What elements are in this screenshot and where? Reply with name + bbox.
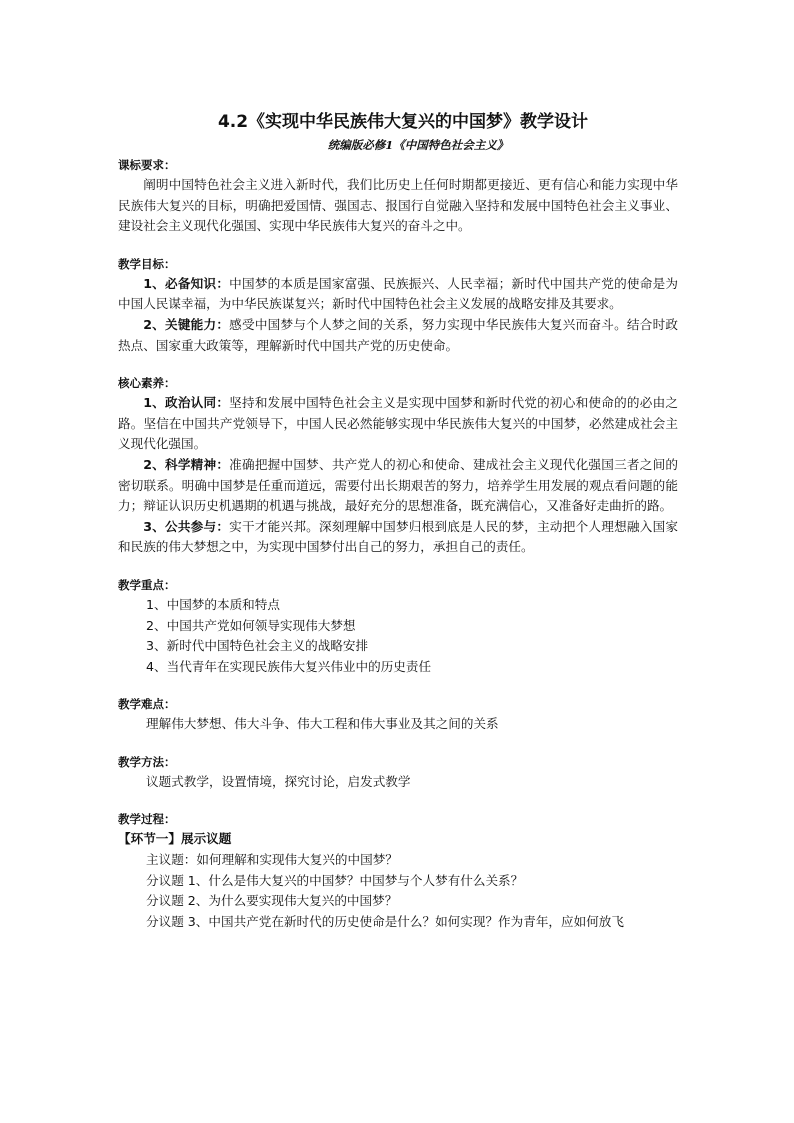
document-title: 4.2《实现中华民族伟大复兴的中国梦》教学设计: [217, 112, 589, 132]
process-topic: 主议题：如何理解和实现伟大复兴的中国梦？: [146, 852, 398, 868]
standards-text: 阐明中国特色社会主义进入新时代，我们比历史上任何时期都更接近、更有信心和能力实现中华民族伟大复兴的目标，明确把爱国情、强国志、报国行自觉融入坚持和发展中国特色社会主义事业、建设社会主义现代化强国、实现中华民族伟大复兴的奋斗之中。: [118, 177, 678, 234]
objective-label: 2、关键能力：: [143, 316, 230, 332]
objective-item: [118, 274, 678, 315]
difficulties-text: 理解伟大梦想、伟大斗争、伟大工程和伟大事业及其之间的关系: [146, 716, 499, 732]
key-points-heading: 教学重点：: [118, 577, 176, 592]
literacy-label: 3、公共参与：: [143, 518, 230, 534]
process-stage-title: 【环节一】展示议题: [118, 831, 232, 847]
standards-heading: 课标要求：: [118, 158, 176, 172]
process-topic: 分议题 1、什么是伟大复兴的中国梦？中国梦与个人梦有什么关系？: [146, 872, 524, 888]
process-heading: 教学过程：: [118, 812, 176, 827]
literacy-item: [118, 517, 678, 558]
process-topic: 分议题 3、中国共产党在新时代的历史使命是什么？如何实现？作为青年，应如何放飞: [146, 913, 624, 929]
key-point-item: 2、中国共产党如何领导实现伟大梦想: [146, 617, 356, 633]
methods-text: 议题式教学，设置情境，探究讨论，启发式教学: [146, 773, 411, 789]
process-topic: 分议题 2、为什么要实现伟大复兴的中国梦？: [146, 893, 398, 909]
objective-text: 感受中国梦与个人梦之间的关系，努力实现中华民族伟大复兴而奋斗。结合时政热点、国家重大政策等，理解新时代中国共产党的历史使命。: [118, 316, 678, 353]
methods-heading: 教学方法：: [118, 754, 176, 769]
key-point-item: 3、新时代中国特色社会主义的战略安排: [146, 638, 369, 654]
key-point-item: 4、当代青年在实现民族伟大复兴伟业中的历史责任: [146, 658, 432, 674]
key-point-item: 1、中国梦的本质和特点: [146, 596, 280, 612]
literacy-label: 1、政治认同：: [143, 395, 230, 411]
literacy-item: [118, 455, 678, 517]
literacy-label: 2、科学精神：: [143, 456, 230, 472]
objective-item: [118, 315, 678, 356]
document-subtitle: 统编版必修1《中国特色社会主义》: [327, 138, 509, 152]
literacy-text: 准确把握中国梦、共产党人的初心和使命、建成社会主义现代化强国三者之间的密切联系。明确中国梦是任重而道远，需要付出长期艰苦的努力，培养学生用发展的观点看问题的能力；辩证认识历史机遇期的机遇与挑战，最好充分的思想准备，既充满信心，又准备好走曲折的路。: [118, 456, 678, 514]
literacy-item: [118, 393, 678, 455]
literacy-text: 实干才能兴邦。深刻理解中国梦归根到底是人民的梦，主动把个人理想融入国家和民族的伟大梦想之中，为实现中国梦付出自己的努力，承担自己的责任。: [118, 518, 678, 555]
literacy-text: 坚持和发展中国特色社会主义是实现中国梦和新时代党的初心和使命的的必由之路。坚信在中国共产党领导下，中国人民必然能够实现中华民族伟大复兴的中国梦，必然建成社会主义现代化强国。: [118, 395, 678, 452]
difficulties-heading: 教学难点：: [118, 697, 176, 712]
objective-text: 中国梦的本质是国家富强、民族振兴、人民幸福；新时代中国共产党的使命是为中国人民谋幸福，为中华民族谋复兴；新时代中国特色社会主义发展的战略安排及其要求。: [118, 275, 678, 312]
literacy-heading: 核心素养：: [118, 376, 176, 391]
document-content: [118, 108, 678, 932]
objective-label: 1、必备知识：: [143, 275, 230, 291]
objectives-heading: 教学目标：: [118, 256, 176, 271]
